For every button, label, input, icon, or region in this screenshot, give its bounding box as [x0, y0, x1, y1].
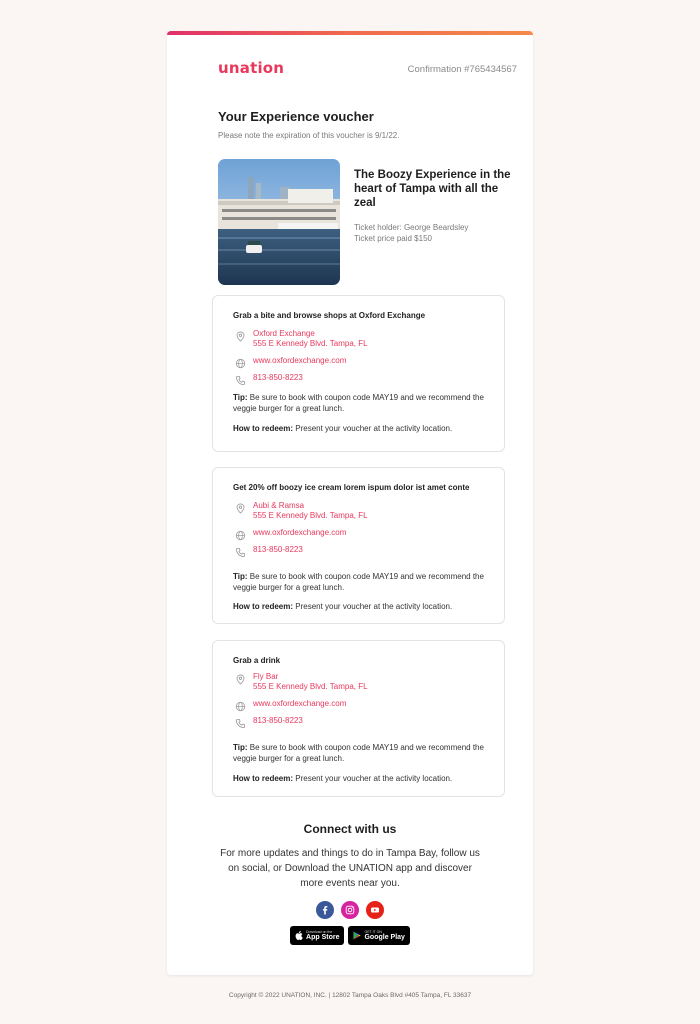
activity-phone[interactable] [235, 716, 303, 727]
activity-location[interactable] [235, 672, 368, 691]
activity-title: Grab a drink [233, 656, 281, 665]
activity-location[interactable] [235, 501, 368, 520]
tip-text: Be sure to book with coupon code MAY19 and we recommend the veggie burger for a great lunch. [233, 393, 484, 413]
phone-link[interactable]: 813-850-8223 [253, 545, 303, 554]
ticket-info [354, 222, 468, 244]
unation-logo[interactable]: unation [218, 59, 285, 77]
globe-icon [235, 356, 246, 367]
tip-text: Be sure to book with coupon code MAY19 and we recommend the veggie burger for a great lunch. [233, 743, 484, 763]
venue-address[interactable]: 555 E Kennedy Blvd. Tampa, FL [253, 681, 368, 691]
tip-label: Tip: [233, 572, 248, 581]
social-links [167, 901, 533, 919]
phone-icon [235, 373, 246, 384]
activity-phone[interactable] [235, 545, 303, 556]
activity-phone[interactable] [235, 373, 303, 384]
tip-text: Be sure to book with coupon code MAY19 and we recommend the veggie burger for a great lunch. [233, 572, 484, 592]
activity-tip [233, 572, 495, 593]
apple-badge-big: App Store [306, 934, 340, 941]
activity-website[interactable] [235, 356, 346, 367]
globe-icon [235, 699, 246, 710]
redeem-label: How to redeem: [233, 424, 294, 433]
activity-title: Get 20% off boozy ice cream lorem ispum dolor ist amet conte [233, 483, 470, 492]
website-link[interactable]: www.oxfordexchange.com [253, 699, 347, 708]
phone-icon [235, 716, 246, 727]
activity-website[interactable] [235, 528, 346, 539]
activity-tip [233, 393, 495, 414]
voucher-email-card [167, 31, 533, 975]
google-badge-small: GET IT ON [364, 930, 382, 934]
map-pin-icon [235, 501, 246, 512]
connect-title: Connect with us [303, 822, 397, 836]
youtube-icon[interactable] [366, 901, 384, 919]
phone-link[interactable]: 813-850-8223 [253, 373, 303, 382]
activity-title: Grab a bite and browse shops at Oxford Exchange [233, 311, 426, 320]
venue-name[interactable]: Oxford Exchange [253, 329, 315, 338]
google-play-badge[interactable] [348, 926, 409, 945]
experience-title: The Boozy Experience in the heart of Tampa with all the zeal [354, 169, 511, 209]
activity-redeem [233, 774, 495, 785]
redeem-text: Present your voucher at the activity location. [293, 424, 453, 433]
connect-text: For more updates and things to do in Tampa Bay, follow us on social, or Download the UNATION app and discover more events near you. [220, 848, 480, 889]
voucher-title: Your Experience voucher [218, 109, 374, 124]
google-play-icon [353, 931, 361, 940]
expiration-note: Please note the expiration of this voucher is 9/1/22. [218, 131, 400, 140]
venue-name[interactable]: Fly Bar [253, 672, 279, 681]
redeem-label: How to redeem: [233, 774, 294, 783]
activity-website[interactable] [235, 699, 346, 710]
activity-tip [233, 743, 495, 764]
google-badge-big: Google Play [364, 934, 405, 941]
tip-label: Tip: [233, 393, 248, 402]
globe-icon [235, 528, 246, 539]
activity-card [212, 640, 505, 797]
venue-address[interactable]: 555 E Kennedy Blvd. Tampa, FL [253, 338, 368, 348]
apple-badge-small: Download on the [306, 930, 333, 934]
activity-location[interactable] [235, 329, 368, 348]
website-link[interactable]: www.oxfordexchange.com [253, 528, 347, 537]
phone-link[interactable]: 813-850-8223 [253, 716, 303, 725]
ticket-holder: Ticket holder: George Beardsley [354, 223, 469, 232]
activity-redeem [233, 602, 495, 613]
gradient-top-bar [167, 31, 533, 35]
confirmation-number: Confirmation #765434567 [407, 64, 517, 75]
map-pin-icon [235, 672, 246, 683]
activity-card [212, 295, 505, 452]
footer-copyright: Copyright © 2022 UNATION, INC. | 12802 Tampa Oaks Blvd #405 Tampa, FL 33637 [228, 992, 472, 999]
experience-image [218, 159, 340, 285]
app-store-badge[interactable] [290, 926, 344, 945]
venue-name[interactable]: Aubi & Ramsa [253, 501, 305, 510]
phone-icon [235, 545, 246, 556]
redeem-text: Present your voucher at the activity location. [293, 602, 453, 611]
facebook-icon[interactable] [316, 901, 334, 919]
redeem-label: How to redeem: [233, 602, 294, 611]
redeem-text: Present your voucher at the activity location. [293, 774, 453, 783]
venue-address[interactable]: 555 E Kennedy Blvd. Tampa, FL [253, 510, 368, 520]
website-link[interactable]: www.oxfordexchange.com [253, 356, 347, 365]
activity-redeem [233, 424, 495, 435]
tip-label: Tip: [233, 743, 248, 752]
app-store-badges [167, 926, 533, 945]
instagram-icon[interactable] [341, 901, 359, 919]
activity-card [212, 467, 505, 624]
apple-icon [295, 931, 303, 940]
map-pin-icon [235, 329, 246, 340]
ticket-price: Ticket price paid $150 [354, 234, 432, 243]
